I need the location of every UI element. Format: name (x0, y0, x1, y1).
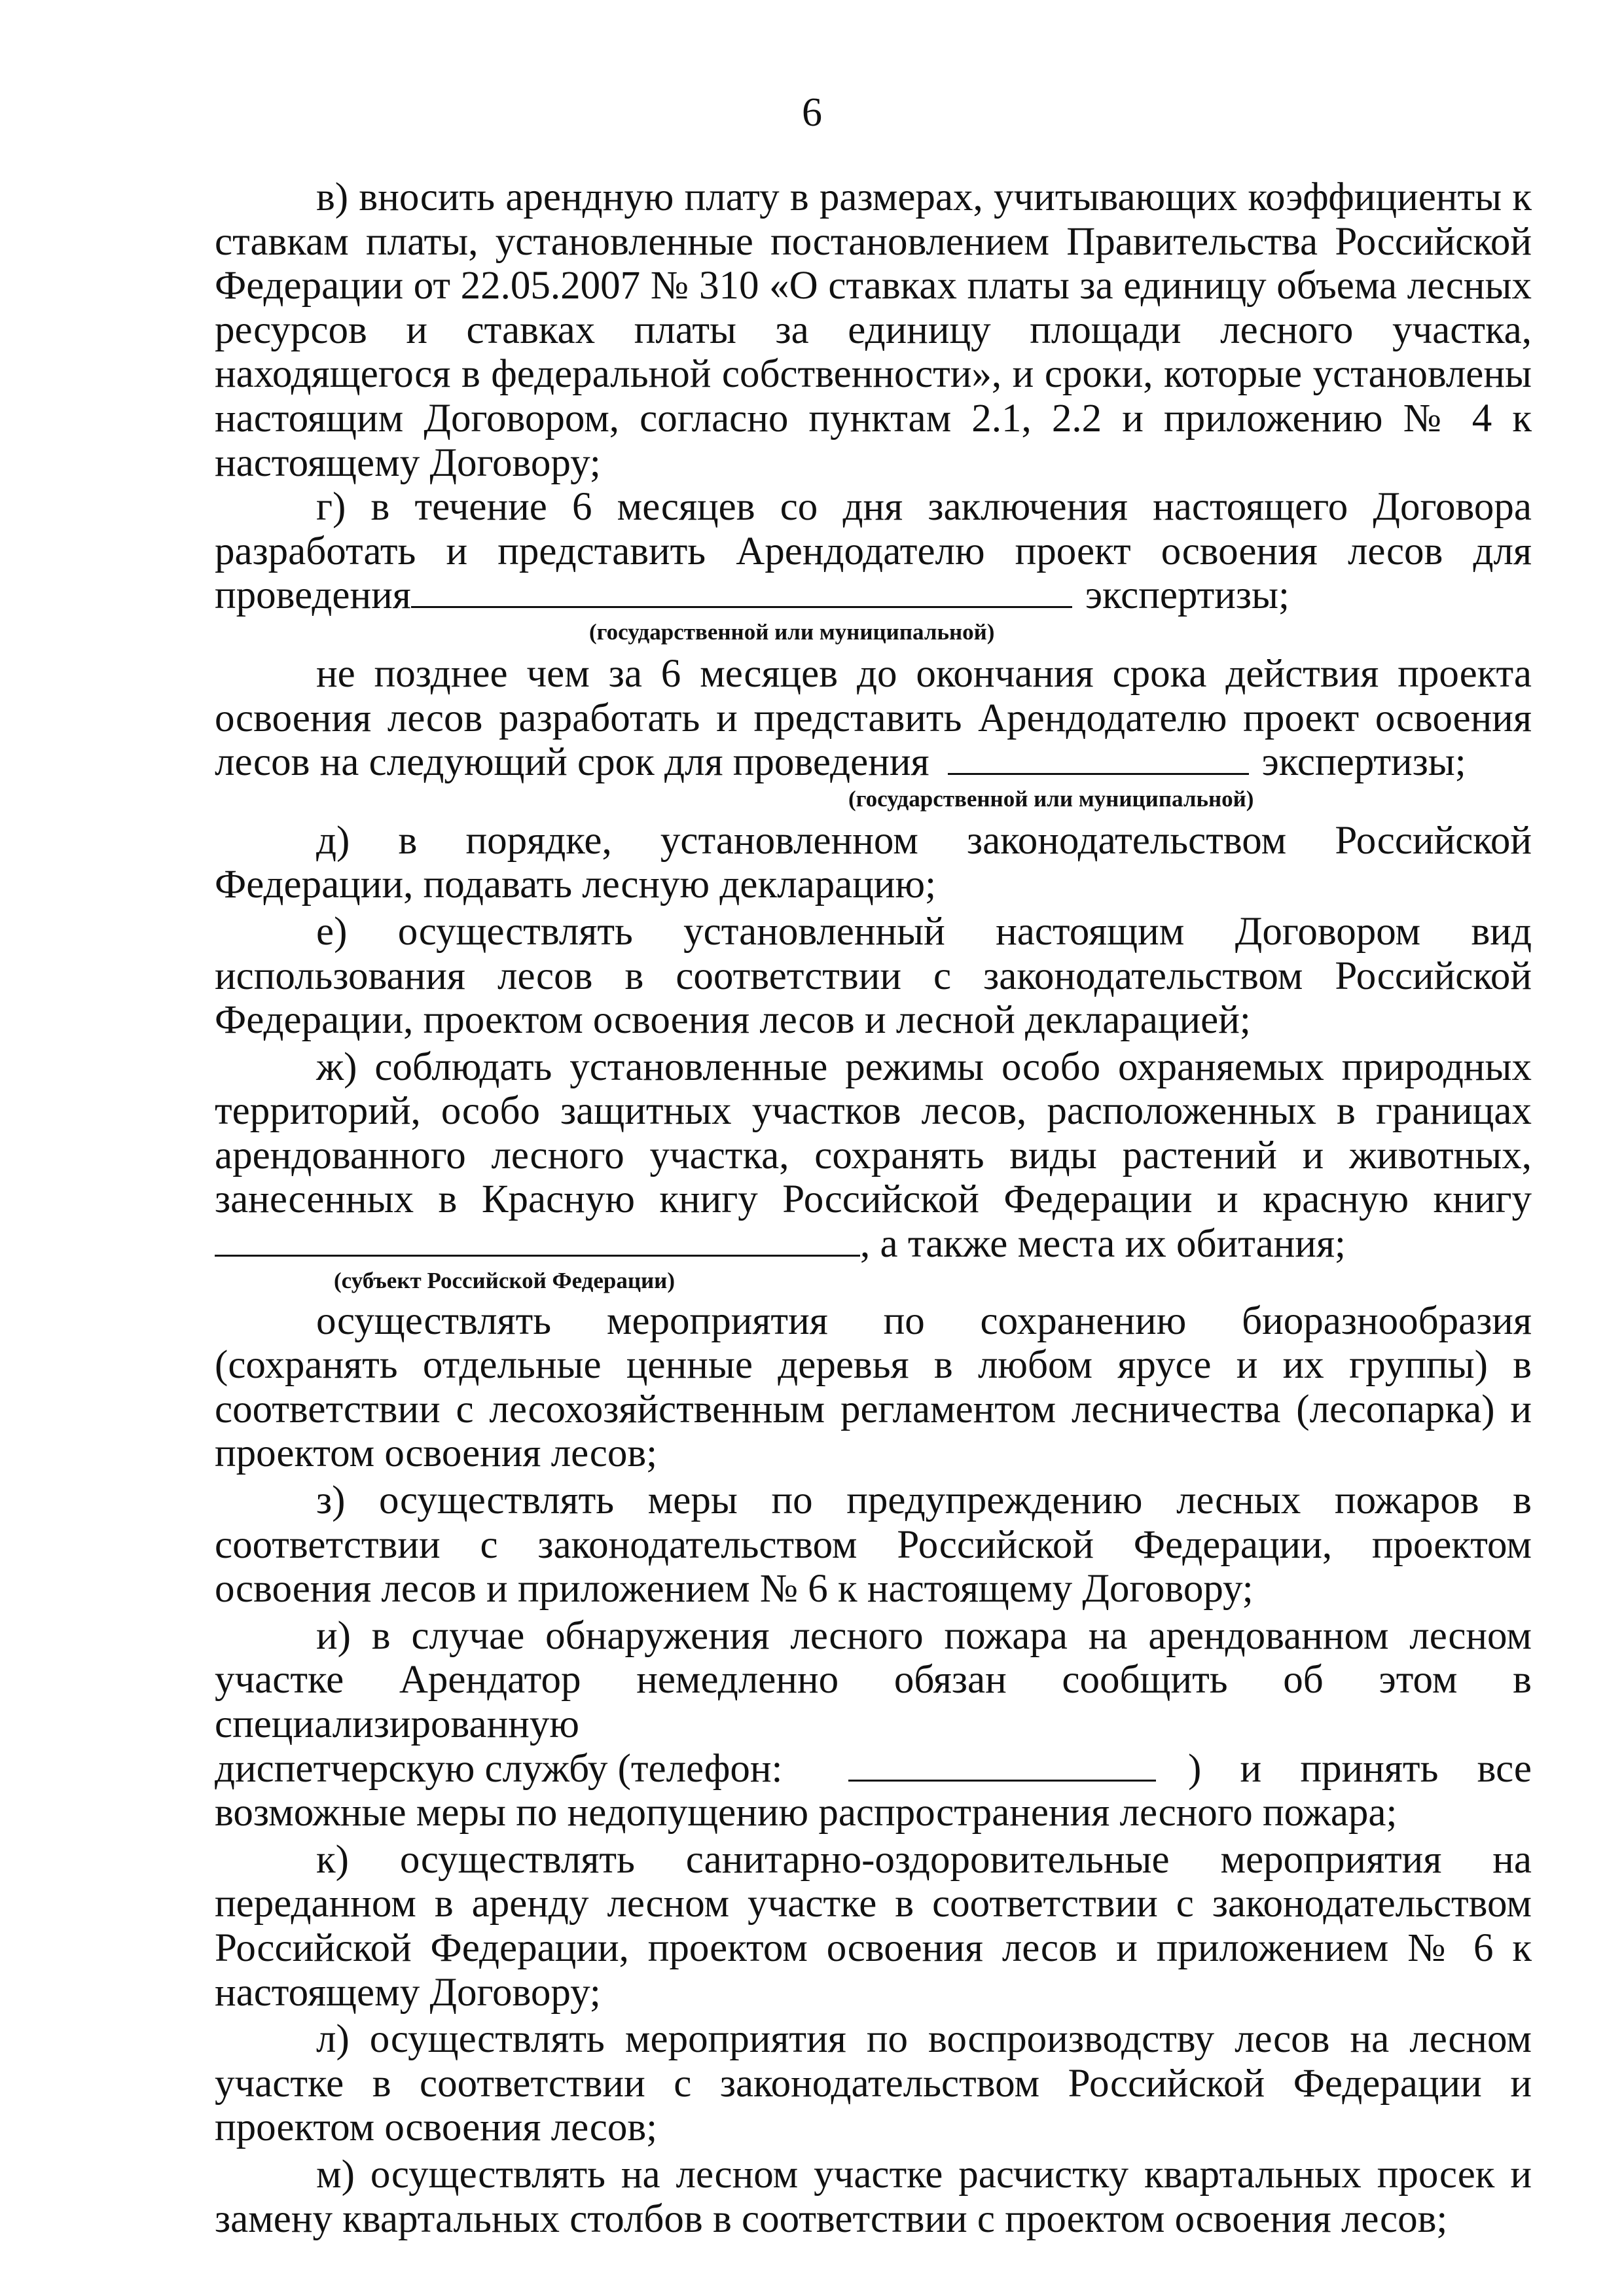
clause-g-line-start: проведения (215, 573, 411, 618)
clause-zh-biodiversity: осуществлять мероприятия по сохранению биоразнообразия (сохранять отдельные ценные деревья в любом ярусе и их группы) в соответствии с лесохозяйственным регламентом лесничества (лесопарка) и проектом освоения лесов; (215, 1299, 1532, 1476)
clause-g2-line-start: лесов на следующий срок для проведения (215, 740, 929, 785)
clause-d: д) в порядке, установленном законодательством Российской Федерации, подавать лесную декларацию; (215, 818, 1532, 907)
clause-z: з) осуществлять меры по предупреждению лесных пожаров в соответствии с законодательством Российской Федерации, проектом освоения лесов и приложением № 6 к настоящему Договору; (215, 1479, 1532, 1611)
clause-g2-text: не позднее чем за 6 месяцев до окончания срока действия проекта освоения лесов разработать и представить Арендодателю проект освоения (215, 651, 1532, 740)
clause-zh (215, 1045, 1532, 1295)
document-body (215, 175, 1532, 2241)
clause-i-tail: возможные меры по недопущению распространения лесного пожара; (215, 1791, 1398, 1835)
expertise-type-caption-2: (государственной или муниципальной) (848, 785, 1254, 812)
clause-g-text: г) в течение 6 месяцев со дня заключения настоящего Договора разработать и представить Арендодателю проект освоения лесов для (215, 485, 1532, 573)
expertise-type-blank (411, 577, 1072, 608)
expertise-type-blank-2 (948, 744, 1249, 775)
page-number: 6 (802, 90, 822, 135)
clause-zh-line (215, 1222, 1532, 1266)
clause-i-line (215, 1747, 1532, 1791)
phone-blank (848, 1751, 1156, 1782)
clause-e: е) осуществлять установленный настоящим Договором вид использования лесов в соответствии с законодательством Российской Федерации, проектом освоения лесов и лесной декларацией; (215, 909, 1532, 1043)
clause-k: к) осуществлять санитарно-оздоровительные мероприятия на переданном в аренду лесном участке в соответствии с законодательством Российской Федерации, проектом освоения лесов и приложением № 6 к настоящему Договору; (215, 1837, 1532, 2015)
clause-g-line-end: экспертизы; (1085, 573, 1290, 618)
clause-v: в) вносить арендную плату в размерах, учитывающих коэффициенты к ставкам платы, установленные постановлением Правительства Российской Федерации от 22.05.2007 № 310 «О ставках платы за единицу объема лесных ресурсов и ставках платы за единицу площади лесного участка, находящегося в федеральной собственности», и сроки, которые установлены настоящим Договором, согласно пунктам 2.1, 2.2 и приложению № 4 к настоящему Договору; (215, 175, 1532, 485)
clause-zh-text: ж) соблюдать установленные режимы особо охраняемых природных территорий, особо защитных участков лесов, расположенных в границах арендованного лесного участка, сохранять виды растений и животных, занесенных в Красную книгу Российской Федерации и красную книгу (215, 1045, 1532, 1222)
clause-g2-line (215, 740, 1532, 785)
clause-l: л) осуществлять мероприятия по воспроизводству лесов на лесном участке в соответствии с законодательством Российской Федерации и проектом освоения лесов; (215, 2017, 1532, 2150)
clause-i-line-end: ) и принять все (1187, 1746, 1532, 1791)
clause-zh-line-end: , а также места их обитания; (860, 1222, 1346, 1266)
clause-i (215, 1614, 1532, 1835)
subject-rf-caption: (субъект Российской Федерации) (334, 1267, 676, 1293)
clause-i-line-start: диспетчерскую службу (телефон: (215, 1746, 783, 1791)
clause-g-line (215, 573, 1532, 618)
expertise-type-caption: (государственной или муниципальной) (589, 619, 995, 645)
clause-g2 (215, 652, 1532, 814)
subject-rf-blank (215, 1226, 860, 1257)
clause-g (215, 485, 1532, 647)
clause-g2-line-end: экспертизы; (1261, 740, 1466, 785)
clause-m: м) осуществлять на лесном участке расчистку квартальных просек и замену квартальных столбов в соответствии с проектом освоения лесов; (215, 2152, 1532, 2241)
clause-i-text: и) в случае обнаружения лесного пожара на арендованном лесном участке Арендатор немедленно обязан сообщить об этом в специализированную (215, 1613, 1532, 1746)
